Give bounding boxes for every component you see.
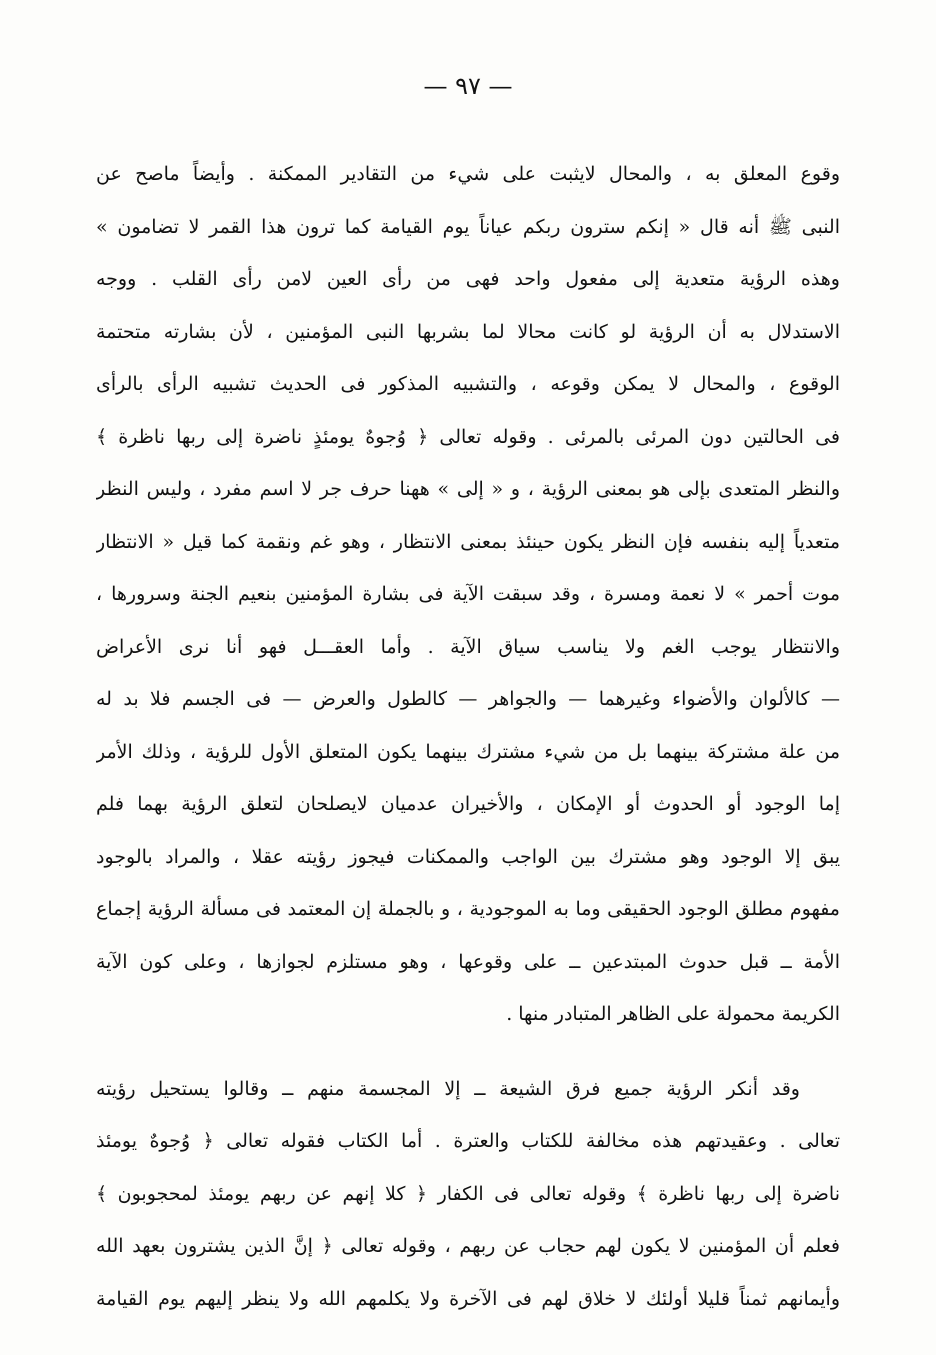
text-line: فى الحالتين دون المرئى بالمرئى . وقوله تعالى ﴿ وُجوهٌ يومئذٍ ناضرة إلى ربها ناظرة ﴾: [96, 425, 840, 448]
text-line: من علة مشتركة بينهما بل من شيء مشترك بينهما يكون المتعلق الأول للرؤية ، وذلك الأمر: [96, 740, 840, 763]
text-line: وأيمانهم ثمناً قليلا أولئك لا خلاق لهم فى الآخرة ولا يكلمهم الله ولا ينظر إليهم يوم القيامة: [96, 1287, 840, 1310]
text-line: ناضرة إلى ربها ناظرة ﴾ وقوله تعالى فى الكفار ﴿ كلا إنهم عن ربهم يومئذ لمحجوبون ﴾: [96, 1182, 840, 1205]
text-line: وهذه الرؤية متعدية إلى مفعول واحد فهى من رأى العين لامن رأى القلب . ووجه: [96, 268, 840, 290]
text-line: الوقوع ، والمحال لا يمكن وقوعه ، والتشبيه المذكور فى الحديث تشبيه الرأى بالرأى: [96, 373, 840, 395]
text-line: وقوع المعلق به ، والمحال لايثبت على شيء من التقادير الممكنة . وأيضاً ماصح عن: [96, 163, 840, 185]
text-line: وقد أنكر الرؤية جميع فرق الشيعة ــ إلا المجسمة منهم ــ وقالوا يستحيل رؤيته: [96, 1077, 800, 1100]
text-line: النبى ﷺ أنه قال « إنكم سترون ربكم عياناً يوم القيامة كما ترون هذا القمر لا تضامون »: [96, 215, 840, 238]
page-number: — ٩٧ —: [423, 72, 513, 100]
text-line: مفهوم مطلق الوجود الحقيقى وما به الموجودية ، و بالجملة إن المعتمد فى مسألة الرؤية إجماع: [96, 898, 840, 920]
text-line: إما الوجود أو الحدوث أو الإمكان ، والأخيران عدميان لايصلحان لتعلق الرؤية بهما فلم: [96, 793, 840, 815]
text-line: يبق إلا الوجود وهو مشترك بين الواجب والممكنات فيجوز رؤيته عقلا ، والمراد بالوجود: [96, 845, 840, 868]
text-line: الاستدلال به أن الرؤية لو كانت محالا لما بشربها النبى المؤمنين ، لأن بشارته متحتمة: [96, 320, 840, 343]
text-line: — كالألوان والأضواء وغيرهما — والجواهر — كالطول والعرض — فى الجسم فلا بد له: [96, 688, 840, 710]
text-line: تعالى . وعقيدتهم هذه مخالفة للكتاب والعترة . أما الكتاب فقوله تعالى ﴿ وُجوهٌ يومئذ: [96, 1130, 840, 1152]
text-line: والانتظار يوجب الغم ولا يناسب سياق الآية . وأما العقـــل فهو أنا نرى الأعراض: [96, 635, 840, 658]
text-line: الأمة ــ قبل حدوث المبتدعين ــ على وقوعها ، وهو مستلزم لجوازها ، وعلى كون الآية: [96, 950, 840, 973]
text-line: موت أحمر » لا نعمة ومسرة ، وقد سبقت الآية فى بشارة المؤمنين بنعيم الجنة وسرورها ،: [96, 583, 840, 605]
text-line: متعدياً إليه بنفسه فإن النظر يكون حينئذ بمعنى الانتظار ، وهو غم ونقمة كما قيل « الانتظار: [96, 530, 840, 553]
text-line: والنظر المتعدى بإلى هو بمعنى الرؤية ، و « إلى » ههنا حرف جر لا اسم مفرد ، وليس النظر: [96, 478, 840, 500]
body-text: [96, 148, 840, 1325]
text-line: الكريمة محمولة على الظاهر المتبادر منها .: [506, 1003, 840, 1025]
text-line: فعلم أن المؤمنين لا يكون لهم حجاب عن ربهم ، وقوله تعالى ﴿ إنَّ الذين يشترون بعهد الله: [96, 1235, 840, 1257]
